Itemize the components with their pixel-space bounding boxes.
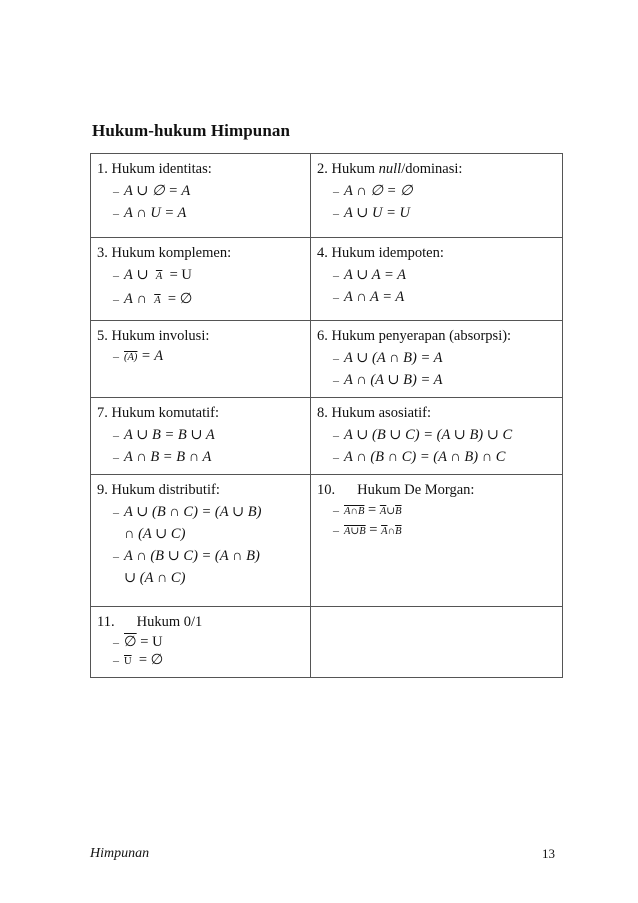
law-item: – A ∪ (A ∩ B) = A: [333, 350, 443, 366]
law-item: – A ∩ ∅ = ∅: [333, 183, 413, 199]
cell-demorgan-law: [311, 475, 563, 607]
law-heading: 11. Hukum 0/1: [97, 614, 203, 630]
cell-zero-one-law: [91, 607, 311, 678]
cell-idempotent-law: [311, 238, 563, 321]
law-item: – A ∩ (B ∪ C) = (A ∩ B): [113, 548, 260, 564]
law-heading: 10. Hukum De Morgan:: [317, 482, 475, 498]
law-item: – A ∩ (B ∩ C) = (A ∩ B) ∩ C: [333, 449, 506, 465]
law-heading: 2. Hukum null/dominasi:: [317, 161, 463, 177]
law-item: – ∅ = U: [113, 634, 163, 650]
table-row: [91, 607, 563, 678]
law-item: – A ∪ A = A: [333, 267, 406, 283]
cell-identity-law: [91, 154, 311, 238]
footer-chapter-name: Himpunan: [90, 846, 150, 861]
law-heading: 8. Hukum asosiatif:: [317, 405, 431, 421]
law-item: – $\overline{U}$ = ∅: [113, 652, 164, 668]
law-item: – A ∪ $\overline{A} = U$: [113, 267, 192, 283]
law-item: – A ∩ A = A: [333, 289, 405, 305]
table-row: [91, 154, 563, 238]
cell-commutative-law: [91, 398, 311, 475]
cell-null-law: [311, 154, 563, 238]
law-heading: 3. Hukum komplemen:: [97, 245, 232, 261]
law-item-continued: ∪ (A ∩ C): [124, 570, 186, 586]
law-heading: 5. Hukum involusi:: [97, 328, 210, 344]
table-row: [91, 321, 563, 398]
table-row: [91, 475, 563, 607]
law-item: – A ∪ (B ∩ C) = (A ∪ B): [113, 504, 262, 520]
law-item: – (A) = A: [113, 348, 164, 364]
law-heading: 4. Hukum idempoten:: [317, 245, 444, 261]
law-heading: 1. Hukum identitas:: [97, 161, 212, 177]
law-heading: 6. Hukum penyerapan (absorpsi):: [317, 328, 512, 344]
cell-complement-law: [91, 238, 311, 321]
law-item-continued: ∩ (A ∪ C): [124, 526, 186, 542]
law-item: – A ∩ $\overline{A}$ = ∅: [113, 291, 193, 307]
cell-empty: [311, 607, 563, 678]
law-item: – A ∪ (B ∪ C) = (A ∪ B) ∪ C: [333, 427, 513, 443]
law-heading: 9. Hukum distributif:: [97, 482, 220, 498]
cell-distributive-law: [91, 475, 311, 607]
cell-absorption-law: [311, 321, 563, 398]
law-item: – A ∩ B = B ∩ A: [113, 449, 212, 465]
law-item: – A ∩ U = A: [113, 205, 187, 221]
table-row: [91, 398, 563, 475]
law-item: – A∪B = $\overline{A}\cap\overline{B}$: [333, 522, 402, 538]
page-number: 13: [542, 846, 555, 861]
cell-involution-law: [91, 321, 311, 398]
law-item: – A ∪ ∅ = A: [113, 183, 191, 199]
law-heading: 7. Hukum komutatif:: [97, 405, 220, 421]
law-item: – A ∪ B = B ∪ A: [113, 427, 215, 443]
law-item: – A ∪ U = U: [333, 205, 410, 221]
law-item: – A ∩ (A ∪ B) = A: [333, 372, 443, 388]
cell-associative-law: [311, 398, 563, 475]
set-laws-table: [90, 153, 563, 678]
law-item: – A∩B = $\overline{A}\cup\overline{B}$: [333, 502, 402, 518]
table-row: [91, 238, 563, 321]
section-title: Hukum-hukum Himpunan: [92, 121, 291, 140]
